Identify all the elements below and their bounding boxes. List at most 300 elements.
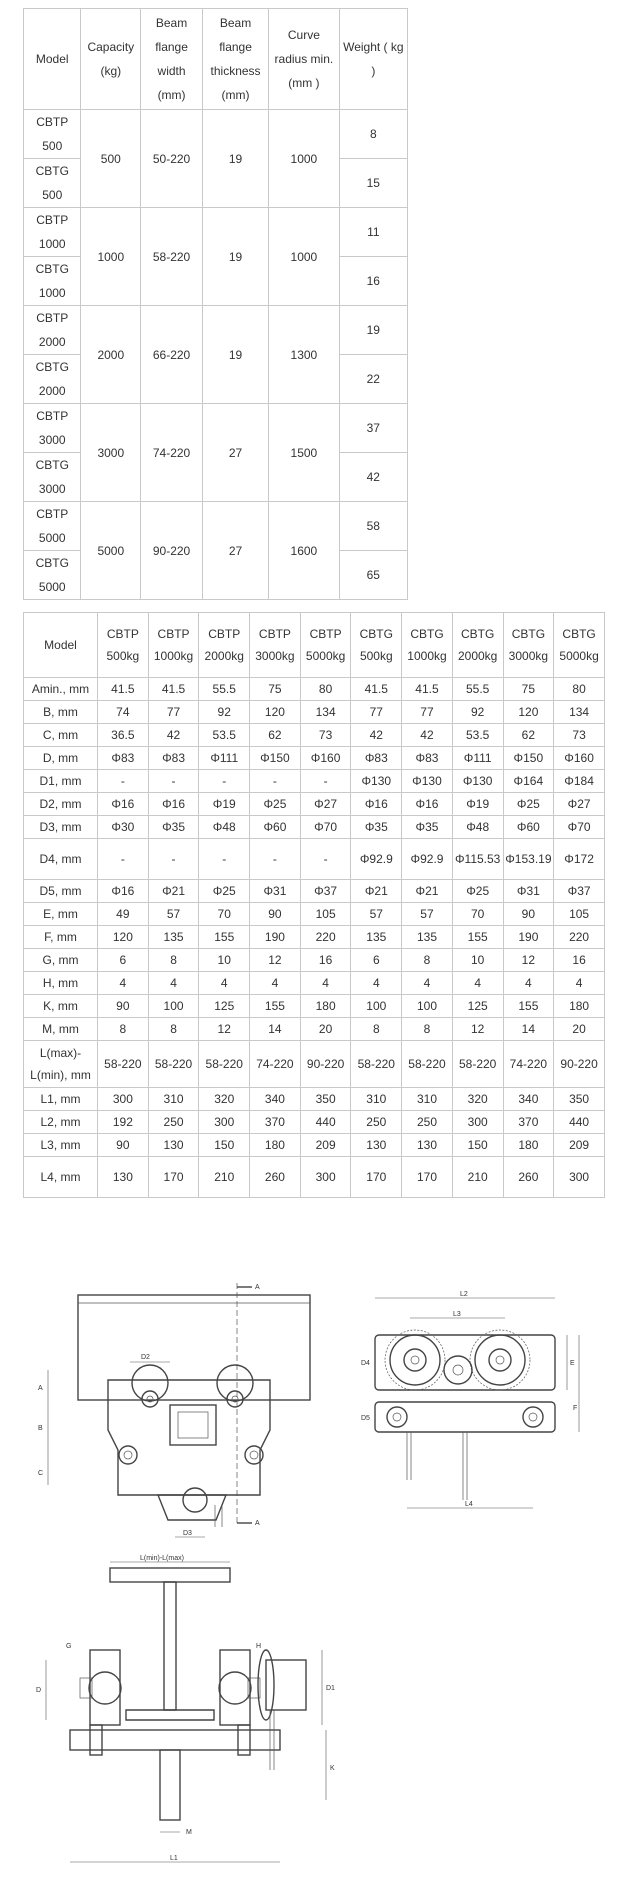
dim-value-cell: - bbox=[148, 770, 199, 793]
spec-weight-cell: 11 bbox=[339, 208, 407, 257]
dim-value-cell: 320 bbox=[452, 1088, 503, 1111]
dim-value-cell: 55.5 bbox=[199, 678, 250, 701]
dim-row-label: D4, mm bbox=[24, 839, 98, 880]
dim-value-cell: Φ83 bbox=[351, 747, 402, 770]
dim-value-cell: 80 bbox=[300, 678, 351, 701]
dim-row bbox=[24, 747, 605, 770]
dim-value-cell: Φ25 bbox=[250, 793, 301, 816]
spec-thickness-cell: 19 bbox=[202, 110, 268, 208]
dim-value-cell: Φ25 bbox=[452, 880, 503, 903]
dim-value-cell: 42 bbox=[148, 724, 199, 747]
dim-d2-label: D2 bbox=[141, 1354, 150, 1361]
dim-value-cell: 125 bbox=[199, 995, 250, 1018]
dim-value-cell: 300 bbox=[98, 1088, 149, 1111]
dim-value-cell: Φ70 bbox=[554, 816, 605, 839]
dim-value-cell: 250 bbox=[402, 1111, 453, 1134]
dim-value-cell: Φ70 bbox=[300, 816, 351, 839]
dim-value-cell: 350 bbox=[300, 1088, 351, 1111]
dim-value-cell: 350 bbox=[554, 1088, 605, 1111]
dim-value-cell: 55.5 bbox=[452, 678, 503, 701]
dim-value-cell: 90 bbox=[503, 903, 554, 926]
dim-value-cell: 190 bbox=[250, 926, 301, 949]
dim-value-cell: 58-220 bbox=[199, 1041, 250, 1088]
dim-value-cell: 73 bbox=[554, 724, 605, 747]
dim-column-header: CBTP 3000kg bbox=[250, 613, 301, 678]
dim-row-label: G, mm bbox=[24, 949, 98, 972]
dim-value-cell: 4 bbox=[402, 972, 453, 995]
spec-capacity-cell: 5000 bbox=[81, 502, 141, 600]
dim-value-cell: 77 bbox=[402, 701, 453, 724]
dim-l2-label: L2 bbox=[460, 1291, 468, 1298]
dim-value-cell: 10 bbox=[452, 949, 503, 972]
spec-width-cell: 50-220 bbox=[141, 110, 203, 208]
spec-radius-cell: 1000 bbox=[269, 208, 340, 306]
dim-value-cell: Φ150 bbox=[250, 747, 301, 770]
dim-row bbox=[24, 724, 605, 747]
dim-value-cell: Φ111 bbox=[199, 747, 250, 770]
dim-row-label: K, mm bbox=[24, 995, 98, 1018]
dim-value-cell: 4 bbox=[503, 972, 554, 995]
dim-row bbox=[24, 1018, 605, 1041]
dim-value-cell: Φ184 bbox=[554, 770, 605, 793]
dim-value-cell: 300 bbox=[199, 1111, 250, 1134]
dim-row bbox=[24, 678, 605, 701]
dim-m-label: M bbox=[186, 1829, 192, 1836]
dim-value-cell: 209 bbox=[300, 1134, 351, 1157]
dim-row-label: D5, mm bbox=[24, 880, 98, 903]
dim-value-cell: 105 bbox=[300, 903, 351, 926]
dim-column-header: CBTG 3000kg bbox=[503, 613, 554, 678]
spec-weight-cell: 22 bbox=[339, 355, 407, 404]
dim-row-label: L1, mm bbox=[24, 1088, 98, 1111]
dim-value-cell: 300 bbox=[452, 1111, 503, 1134]
dim-value-cell: 180 bbox=[250, 1134, 301, 1157]
dim-value-cell: 53.5 bbox=[199, 724, 250, 747]
dim-value-cell: 58-220 bbox=[402, 1041, 453, 1088]
dim-row bbox=[24, 770, 605, 793]
dim-value-cell: 310 bbox=[351, 1088, 402, 1111]
dim-value-cell: - bbox=[98, 839, 149, 880]
dim-value-cell: Φ27 bbox=[300, 793, 351, 816]
dim-value-cell: Φ83 bbox=[148, 747, 199, 770]
dim-value-cell: 14 bbox=[503, 1018, 554, 1041]
dim-value-cell: Φ25 bbox=[503, 793, 554, 816]
dim-value-cell: Φ92.9 bbox=[351, 839, 402, 880]
dim-row-label: F, mm bbox=[24, 926, 98, 949]
dim-value-cell: 4 bbox=[452, 972, 503, 995]
section-a-bottom-label: A bbox=[255, 1520, 260, 1527]
dim-value-cell: Φ16 bbox=[351, 793, 402, 816]
dim-row-label: H, mm bbox=[24, 972, 98, 995]
dim-row-label: E, mm bbox=[24, 903, 98, 926]
side-view-drawing bbox=[355, 1290, 585, 1530]
dim-value-cell: Φ25 bbox=[199, 880, 250, 903]
dim-value-cell: - bbox=[148, 839, 199, 880]
dim-value-cell: 41.5 bbox=[402, 678, 453, 701]
spec-width-cell: 90-220 bbox=[141, 502, 203, 600]
dim-row-label: L4, mm bbox=[24, 1157, 98, 1198]
dim-value-cell: Φ60 bbox=[503, 816, 554, 839]
dim-value-cell: 370 bbox=[503, 1111, 554, 1134]
spec-row bbox=[24, 110, 408, 159]
dim-value-cell: 135 bbox=[148, 926, 199, 949]
spec-row bbox=[24, 502, 408, 551]
dim-value-cell: 150 bbox=[199, 1134, 250, 1157]
spec-radius-cell: 1000 bbox=[269, 110, 340, 208]
dim-k-label: K bbox=[330, 1765, 335, 1772]
dim-value-cell: - bbox=[250, 770, 301, 793]
spec-model-cell: CBTG 5000 bbox=[24, 551, 81, 600]
section-view-drawing bbox=[30, 1550, 390, 1880]
dim-value-cell: 75 bbox=[503, 678, 554, 701]
spec-header-cell: Capacity (kg) bbox=[81, 9, 141, 110]
spec-model-cell: CBTP 1000 bbox=[24, 208, 81, 257]
spec-model-cell: CBTG 2000 bbox=[24, 355, 81, 404]
dim-value-cell: 42 bbox=[402, 724, 453, 747]
dim-row-label: D3, mm bbox=[24, 816, 98, 839]
dim-value-cell: 74 bbox=[98, 701, 149, 724]
dim-d4-label: D4 bbox=[361, 1360, 370, 1367]
spec-weight-cell: 37 bbox=[339, 404, 407, 453]
spec-model-cell: CBTP 5000 bbox=[24, 502, 81, 551]
dim-h-label: H bbox=[256, 1643, 262, 1650]
dim-row bbox=[24, 949, 605, 972]
dim-row bbox=[24, 926, 605, 949]
dim-value-cell: 8 bbox=[148, 949, 199, 972]
dim-value-cell: 41.5 bbox=[98, 678, 149, 701]
section-a-top-label: A bbox=[255, 1284, 260, 1291]
dim-column-header: CBTP 1000kg bbox=[148, 613, 199, 678]
spec-capacity-cell: 1000 bbox=[81, 208, 141, 306]
spec-weight-cell: 65 bbox=[339, 551, 407, 600]
spec-weight-cell: 8 bbox=[339, 110, 407, 159]
dim-value-cell: 250 bbox=[148, 1111, 199, 1134]
dim-value-cell: 6 bbox=[98, 949, 149, 972]
dim-value-cell: 6 bbox=[351, 949, 402, 972]
dim-value-cell: 180 bbox=[554, 995, 605, 1018]
spec-header-cell: Beam flange width (mm) bbox=[141, 9, 203, 110]
dim-value-cell: Φ35 bbox=[351, 816, 402, 839]
dim-value-cell: 260 bbox=[250, 1157, 301, 1198]
spec-row bbox=[24, 306, 408, 355]
spec-model-cell: CBTG 500 bbox=[24, 159, 81, 208]
dim-value-cell: Φ130 bbox=[351, 770, 402, 793]
dim-value-cell: 100 bbox=[402, 995, 453, 1018]
dim-value-cell: 20 bbox=[554, 1018, 605, 1041]
dim-value-cell: 170 bbox=[148, 1157, 199, 1198]
dim-value-cell: Φ83 bbox=[98, 747, 149, 770]
spec-thickness-cell: 19 bbox=[202, 208, 268, 306]
dim-value-cell: 370 bbox=[250, 1111, 301, 1134]
spec-thickness-cell: 19 bbox=[202, 306, 268, 404]
dim-lmin-lmax-label: L(min)-L(max) bbox=[140, 1555, 184, 1562]
dim-value-cell: 74-220 bbox=[250, 1041, 301, 1088]
dim-value-cell: 57 bbox=[148, 903, 199, 926]
dim-value-cell: 170 bbox=[351, 1157, 402, 1198]
dim-row bbox=[24, 1157, 605, 1198]
dim-value-cell: Φ31 bbox=[250, 880, 301, 903]
dim-value-cell: 120 bbox=[250, 701, 301, 724]
dim-value-cell: 340 bbox=[503, 1088, 554, 1111]
dim-value-cell: Φ172 bbox=[554, 839, 605, 880]
spec-width-cell: 58-220 bbox=[141, 208, 203, 306]
dim-value-cell: 8 bbox=[98, 1018, 149, 1041]
dim-value-cell: 90-220 bbox=[300, 1041, 351, 1088]
dim-value-cell: 58-220 bbox=[452, 1041, 503, 1088]
dim-value-cell: 260 bbox=[503, 1157, 554, 1198]
spec-capacity-cell: 500 bbox=[81, 110, 141, 208]
dim-value-cell: Φ27 bbox=[554, 793, 605, 816]
dim-value-cell: Φ160 bbox=[300, 747, 351, 770]
dim-value-cell: 150 bbox=[452, 1134, 503, 1157]
dim-value-cell: - bbox=[250, 839, 301, 880]
dim-value-cell: 210 bbox=[452, 1157, 503, 1198]
dim-value-cell: 92 bbox=[452, 701, 503, 724]
dim-value-cell: 74-220 bbox=[503, 1041, 554, 1088]
dim-d3-label: D3 bbox=[183, 1530, 192, 1537]
dim-value-cell: 310 bbox=[402, 1088, 453, 1111]
dim-value-cell: 58-220 bbox=[148, 1041, 199, 1088]
spec-weight-cell: 15 bbox=[339, 159, 407, 208]
dim-value-cell: 62 bbox=[503, 724, 554, 747]
dim-value-cell: 90 bbox=[250, 903, 301, 926]
dim-row bbox=[24, 972, 605, 995]
dim-value-cell: 180 bbox=[300, 995, 351, 1018]
dim-row-label: B, mm bbox=[24, 701, 98, 724]
spec-weight-cell: 16 bbox=[339, 257, 407, 306]
dim-d1-label: D1 bbox=[326, 1685, 335, 1692]
dim-value-cell: 42 bbox=[351, 724, 402, 747]
dim-value-cell: Φ21 bbox=[402, 880, 453, 903]
spec-model-cell: CBTP 500 bbox=[24, 110, 81, 159]
dim-row bbox=[24, 1088, 605, 1111]
dim-value-cell: 192 bbox=[98, 1111, 149, 1134]
dim-value-cell: 310 bbox=[148, 1088, 199, 1111]
dim-value-cell: 77 bbox=[351, 701, 402, 724]
spec-radius-cell: 1500 bbox=[269, 404, 340, 502]
dim-value-cell: 80 bbox=[554, 678, 605, 701]
dim-value-cell: 70 bbox=[452, 903, 503, 926]
dim-value-cell: 73 bbox=[300, 724, 351, 747]
dim-value-cell: 20 bbox=[300, 1018, 351, 1041]
dim-value-cell: - bbox=[300, 839, 351, 880]
dim-value-cell: - bbox=[300, 770, 351, 793]
spec-thickness-cell: 27 bbox=[202, 404, 268, 502]
dim-column-header: CBTG 2000kg bbox=[452, 613, 503, 678]
dim-value-cell: 70 bbox=[199, 903, 250, 926]
spec-width-cell: 66-220 bbox=[141, 306, 203, 404]
dim-row-label: C, mm bbox=[24, 724, 98, 747]
dim-value-cell: 170 bbox=[402, 1157, 453, 1198]
dim-value-cell: Φ160 bbox=[554, 747, 605, 770]
dim-corner-cell: Model bbox=[24, 613, 98, 678]
dim-column-header: CBTP 5000kg bbox=[300, 613, 351, 678]
dim-row bbox=[24, 903, 605, 926]
dim-row-label: L2, mm bbox=[24, 1111, 98, 1134]
spec-capacity-cell: 2000 bbox=[81, 306, 141, 404]
dim-value-cell: Φ16 bbox=[98, 880, 149, 903]
dim-value-cell: 12 bbox=[503, 949, 554, 972]
dim-value-cell: Φ164 bbox=[503, 770, 554, 793]
dim-row bbox=[24, 995, 605, 1018]
dim-value-cell: Φ35 bbox=[402, 816, 453, 839]
dim-value-cell: Φ92.9 bbox=[402, 839, 453, 880]
dim-value-cell: Φ150 bbox=[503, 747, 554, 770]
dim-value-cell: 90-220 bbox=[554, 1041, 605, 1088]
dim-value-cell: Φ130 bbox=[452, 770, 503, 793]
dim-value-cell: Φ21 bbox=[148, 880, 199, 903]
dim-value-cell: - bbox=[199, 839, 250, 880]
dim-row bbox=[24, 1111, 605, 1134]
dim-value-cell: 41.5 bbox=[351, 678, 402, 701]
dim-b-label: B bbox=[38, 1425, 43, 1432]
spec-weight-cell: 58 bbox=[339, 502, 407, 551]
dim-column-header: CBTP 500kg bbox=[98, 613, 149, 678]
dim-l1-label: L1 bbox=[170, 1855, 178, 1862]
dim-row bbox=[24, 1134, 605, 1157]
dim-value-cell: 440 bbox=[554, 1111, 605, 1134]
dim-value-cell: 300 bbox=[554, 1157, 605, 1198]
dim-value-cell: 62 bbox=[250, 724, 301, 747]
dim-value-cell: Φ21 bbox=[351, 880, 402, 903]
dim-g-label: G bbox=[66, 1643, 72, 1650]
dim-value-cell: 134 bbox=[554, 701, 605, 724]
dim-f-label: F bbox=[573, 1405, 578, 1412]
dim-value-cell: 100 bbox=[351, 995, 402, 1018]
dim-value-cell: Φ48 bbox=[199, 816, 250, 839]
dim-value-cell: 130 bbox=[351, 1134, 402, 1157]
dim-value-cell: 57 bbox=[402, 903, 453, 926]
dim-d-label: D bbox=[36, 1687, 42, 1694]
dim-value-cell: 130 bbox=[98, 1157, 149, 1198]
dim-row-label: L(max)-L(min), mm bbox=[24, 1041, 98, 1088]
spec-header-cell: Model bbox=[24, 9, 81, 110]
dim-l3-label: L3 bbox=[453, 1311, 461, 1318]
dim-value-cell: Φ115.53 bbox=[452, 839, 503, 880]
dim-value-cell: 8 bbox=[351, 1018, 402, 1041]
dim-value-cell: Φ19 bbox=[452, 793, 503, 816]
dim-value-cell: - bbox=[98, 770, 149, 793]
dim-value-cell: 130 bbox=[402, 1134, 453, 1157]
dim-value-cell: 300 bbox=[300, 1157, 351, 1198]
dim-value-cell: Φ37 bbox=[300, 880, 351, 903]
dim-row-label: L3, mm bbox=[24, 1134, 98, 1157]
dim-value-cell: 41.5 bbox=[148, 678, 199, 701]
dim-value-cell: 120 bbox=[98, 926, 149, 949]
dim-value-cell: 209 bbox=[554, 1134, 605, 1157]
dim-value-cell: 77 bbox=[148, 701, 199, 724]
spec-header-cell: Curve radius min. (mm ) bbox=[269, 9, 340, 110]
spec-width-cell: 74-220 bbox=[141, 404, 203, 502]
dim-value-cell: 135 bbox=[402, 926, 453, 949]
dim-row bbox=[24, 880, 605, 903]
dim-value-cell: Φ35 bbox=[148, 816, 199, 839]
dim-value-cell: - bbox=[199, 770, 250, 793]
dim-column-header: CBTG 500kg bbox=[351, 613, 402, 678]
dim-value-cell: 4 bbox=[148, 972, 199, 995]
dim-value-cell: 4 bbox=[199, 972, 250, 995]
dim-value-cell: 135 bbox=[351, 926, 402, 949]
dim-value-cell: 125 bbox=[452, 995, 503, 1018]
spec-row bbox=[24, 404, 408, 453]
dim-value-cell: Φ19 bbox=[199, 793, 250, 816]
dim-value-cell: 155 bbox=[503, 995, 554, 1018]
dim-row-label: D2, mm bbox=[24, 793, 98, 816]
dim-value-cell: 440 bbox=[300, 1111, 351, 1134]
dim-value-cell: 57 bbox=[351, 903, 402, 926]
spec-radius-cell: 1300 bbox=[269, 306, 340, 404]
dim-value-cell: 12 bbox=[199, 1018, 250, 1041]
dim-value-cell: 8 bbox=[148, 1018, 199, 1041]
dim-value-cell: 120 bbox=[503, 701, 554, 724]
spec-header-cell: Weight ( kg ) bbox=[339, 9, 407, 110]
dim-column-header: CBTG 1000kg bbox=[402, 613, 453, 678]
spec-radius-cell: 1600 bbox=[269, 502, 340, 600]
spec-model-cell: CBTG 1000 bbox=[24, 257, 81, 306]
dim-header-row bbox=[24, 613, 605, 678]
dim-value-cell: 12 bbox=[250, 949, 301, 972]
dim-row-label: D1, mm bbox=[24, 770, 98, 793]
dim-value-cell: 90 bbox=[98, 1134, 149, 1157]
dim-value-cell: 180 bbox=[503, 1134, 554, 1157]
dim-value-cell: 340 bbox=[250, 1088, 301, 1111]
dim-value-cell: 8 bbox=[402, 1018, 453, 1041]
dim-l4-label: L4 bbox=[465, 1501, 473, 1508]
dim-e-label: E bbox=[570, 1360, 575, 1367]
dim-row bbox=[24, 701, 605, 724]
dim-value-cell: 75 bbox=[250, 678, 301, 701]
dim-value-cell: 92 bbox=[199, 701, 250, 724]
dim-value-cell: Φ153.19 bbox=[503, 839, 554, 880]
dim-value-cell: 16 bbox=[554, 949, 605, 972]
spec-row bbox=[24, 208, 408, 257]
spec-thickness-cell: 27 bbox=[202, 502, 268, 600]
front-view-drawing bbox=[30, 1275, 330, 1540]
dim-row bbox=[24, 1041, 605, 1088]
trolley-dimensions-table bbox=[23, 612, 605, 1198]
spec-capacity-cell: 3000 bbox=[81, 404, 141, 502]
dim-value-cell: 130 bbox=[148, 1134, 199, 1157]
dim-value-cell: 4 bbox=[98, 972, 149, 995]
dim-column-header: CBTP 2000kg bbox=[199, 613, 250, 678]
spec-model-cell: CBTG 3000 bbox=[24, 453, 81, 502]
dim-value-cell: 36.5 bbox=[98, 724, 149, 747]
dim-value-cell: 320 bbox=[199, 1088, 250, 1111]
dim-value-cell: Φ60 bbox=[250, 816, 301, 839]
dim-value-cell: 220 bbox=[554, 926, 605, 949]
dim-value-cell: 49 bbox=[98, 903, 149, 926]
dim-value-cell: 14 bbox=[250, 1018, 301, 1041]
dim-row bbox=[24, 816, 605, 839]
dim-value-cell: Φ111 bbox=[452, 747, 503, 770]
dim-row-label: Amin., mm bbox=[24, 678, 98, 701]
spec-weight-cell: 42 bbox=[339, 453, 407, 502]
dim-value-cell: 210 bbox=[199, 1157, 250, 1198]
dim-value-cell: 250 bbox=[351, 1111, 402, 1134]
dim-value-cell: Φ16 bbox=[148, 793, 199, 816]
spec-header-cell: Beam flange thickness (mm) bbox=[202, 9, 268, 110]
dim-value-cell: 155 bbox=[199, 926, 250, 949]
dim-value-cell: 58-220 bbox=[351, 1041, 402, 1088]
dim-value-cell: 10 bbox=[199, 949, 250, 972]
dim-c-label: C bbox=[38, 1470, 44, 1477]
dim-column-header: CBTG 5000kg bbox=[554, 613, 605, 678]
spec-model-cell: CBTP 3000 bbox=[24, 404, 81, 453]
dim-row-label: D, mm bbox=[24, 747, 98, 770]
dim-value-cell: 12 bbox=[452, 1018, 503, 1041]
dim-value-cell: 16 bbox=[300, 949, 351, 972]
dim-row-label: M, mm bbox=[24, 1018, 98, 1041]
